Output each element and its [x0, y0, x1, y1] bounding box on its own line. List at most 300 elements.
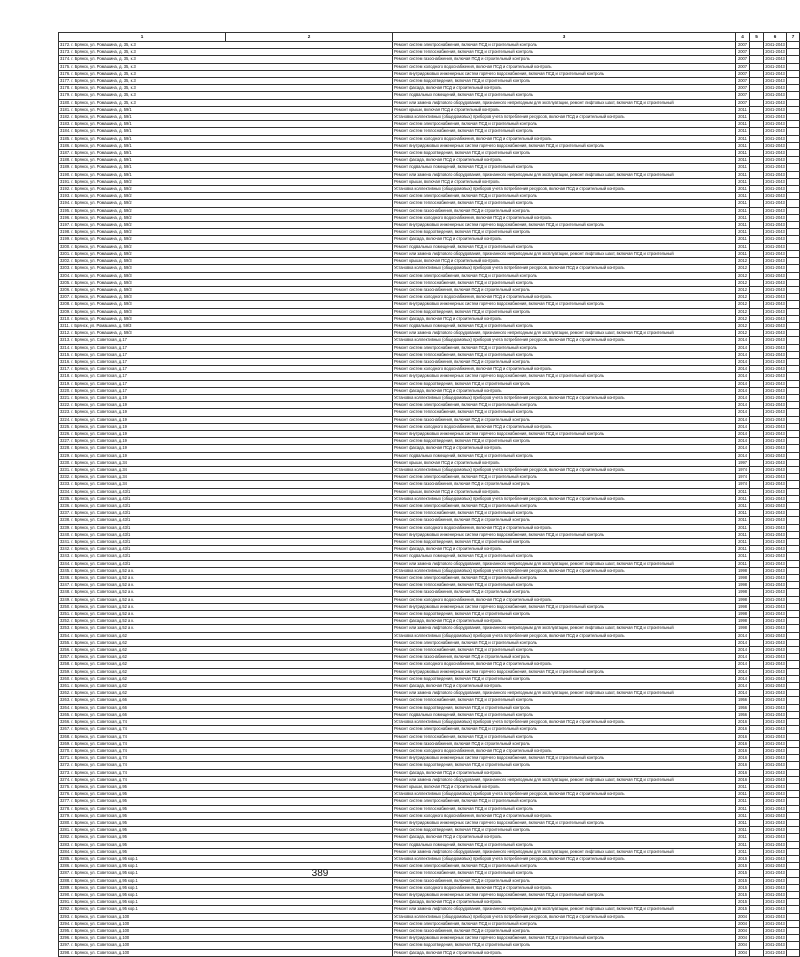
period-cell: 2041-2043: [765, 553, 785, 559]
period-cell: 2041-2043: [765, 56, 785, 62]
empty-cell: [750, 63, 764, 70]
work-type-cell: Ремонт систем газоснабжения, включая ПСД и строительный контроль: [393, 589, 736, 596]
work-type-cell: Ремонт внутридомовых инженерных систем горячего водоснабжения, включая ПСД и строительный контроль: [393, 70, 736, 77]
work-type-cell: Ремонт систем водоотведения, включая ПСД и строительный контроль: [393, 827, 736, 834]
address-cell: 3216. г. Брянск, ул. Советская, д.17: [59, 358, 393, 365]
period-cell: 2041-2043: [765, 906, 785, 912]
empty-cell: [787, 791, 800, 798]
work-type-cell: Ремонт систем газоснабжения, включая ПСД и строительный контроль: [393, 740, 736, 747]
address-cell: 3183. г. Брянск, ул. Ромашина, д. 59/1: [59, 121, 393, 128]
work-type-cell: Ремонт систем водоотведения, включая ПСД и строительный контроль: [393, 675, 736, 682]
year-cell: 2014: [736, 344, 750, 351]
empty-cell: [787, 798, 800, 805]
empty-cell: [787, 589, 800, 596]
empty-cell: [787, 243, 800, 250]
table-row: [59, 639, 800, 646]
empty-cell: [750, 697, 764, 704]
year-cell: 2014: [736, 394, 750, 401]
address-cell: 3251. г. Брянск, ул. Советская, д.52 а к.: [59, 611, 393, 618]
empty-cell: [787, 618, 800, 625]
work-type-cell: Ремонт систем электроснабжения, включая ПСД и строительный контроль: [393, 863, 736, 870]
empty-cell: [750, 250, 764, 257]
work-type-cell: Ремонт систем водоотведения, включая ПСД и строительный контроль: [393, 438, 736, 445]
address-cell: 3267. г. Брянск, ул. Советская, д.74: [59, 726, 393, 733]
work-type-cell: Ремонт подвальных помещений, включая ПСД и строительный контроль: [393, 92, 736, 99]
table-row: [59, 582, 800, 589]
address-cell: 3254. г. Брянск, ул. Советская, д.62: [59, 632, 393, 639]
year-cell: 2014: [736, 668, 750, 675]
year-cell: 1998: [736, 596, 750, 603]
empty-cell: [750, 531, 764, 538]
address-cell: 3190. г. Брянск, ул. Ромашина, д. 59/1: [59, 171, 393, 178]
year-cell: 2011: [736, 229, 750, 236]
address-cell: 3182. г. Брянск, ул. Ромашина, д. 59/1: [59, 114, 393, 121]
year-cell: 2015: [736, 863, 750, 870]
empty-cell: [787, 150, 800, 157]
work-type-cell: Ремонт систем газоснабжения, включая ПСД и строительный контроль: [393, 56, 736, 63]
period-cell: 2041-2043: [765, 841, 785, 847]
year-cell: 2014: [736, 409, 750, 416]
year-cell: 2011: [736, 142, 750, 149]
work-type-cell: Ремонт систем холодного водоснабжения, включая ПСД и строительный контроль: [393, 294, 736, 301]
period-cell: 2041-2043: [765, 827, 785, 833]
work-type-cell: Ремонт систем водоотведения, включая ПСД и строительный контроль: [393, 229, 736, 236]
table-row: [59, 394, 800, 401]
empty-cell: [750, 315, 764, 322]
address-cell: 3298. г. Брянск, ул. Советская, д.100: [59, 949, 393, 956]
period-cell: 2041-2043: [765, 358, 785, 364]
table-row: [59, 603, 800, 610]
table-row: [59, 135, 800, 142]
table-row: [59, 546, 800, 553]
work-type-cell: Ремонт систем газоснабжения, включая ПСД и строительный контроль: [393, 358, 736, 365]
empty-cell: [787, 690, 800, 697]
empty-cell: [750, 769, 764, 776]
year-cell: 2004: [736, 935, 750, 942]
empty-cell: [787, 762, 800, 769]
empty-cell: [787, 539, 800, 546]
column-header: 5: [750, 33, 764, 42]
period-cell: 2041-2043: [765, 603, 785, 609]
address-cell: 3242. г. Брянск, ул. Советская, д.43/1: [59, 546, 393, 553]
empty-cell: [787, 920, 800, 927]
empty-cell: [787, 639, 800, 646]
year-cell: 2007: [736, 78, 750, 85]
table-row: [59, 524, 800, 531]
address-cell: 3238. г. Брянск, ул. Советская, д.43/1: [59, 517, 393, 524]
empty-cell: [750, 899, 764, 906]
address-cell: 3285. г. Брянск, ул. Советская, д.95 кор.1: [59, 855, 393, 862]
address-cell: 3271. г. Брянск, ул. Советская, д.74: [59, 755, 393, 762]
empty-cell: [787, 106, 800, 113]
table-row: [59, 488, 800, 495]
year-cell: 2011: [736, 236, 750, 243]
empty-cell: [750, 632, 764, 639]
table-row: [59, 819, 800, 826]
year-cell: 1998: [736, 618, 750, 625]
address-cell: 3187. г. Брянск, ул. Ромашина, д. 59/1: [59, 150, 393, 157]
empty-cell: [750, 330, 764, 337]
empty-cell: [750, 553, 764, 560]
period-cell: 2041-2043: [765, 517, 785, 523]
empty-cell: [787, 142, 800, 149]
work-type-cell: Ремонт внутридомовых инженерных систем горячего водоснабжения, включая ПСД и строительный контроль: [393, 301, 736, 308]
address-cell: 3197. г. Брянск, ул. Ромашина, д. 59/2: [59, 222, 393, 229]
year-cell: 2007: [736, 70, 750, 77]
period-cell: 2041-2043: [765, 265, 785, 271]
empty-cell: [787, 258, 800, 265]
work-type-cell: Ремонт подвальных помещений, включая ПСД и строительный контроль: [393, 452, 736, 459]
column-header: 3: [393, 33, 736, 42]
empty-cell: [750, 243, 764, 250]
table-row: [59, 193, 800, 200]
empty-cell: [750, 711, 764, 718]
empty-cell: [750, 913, 764, 920]
table-row: [59, 272, 800, 279]
table-row: [59, 294, 800, 301]
year-cell: 2016: [736, 747, 750, 754]
year-cell: 2011: [736, 798, 750, 805]
work-type-cell: Ремонт систем теплоснабжения, включая ПСД и строительный контроль: [393, 805, 736, 812]
year-cell: 2011: [736, 819, 750, 826]
year-cell: 1998: [736, 567, 750, 574]
table-row: [59, 186, 800, 193]
year-cell: 1997: [736, 459, 750, 466]
year-cell: 1956: [736, 711, 750, 718]
empty-cell: [750, 798, 764, 805]
address-cell: 3232. г. Брянск, ул. Советская, д.34: [59, 474, 393, 481]
period-cell: 2041-2043: [765, 394, 785, 400]
empty-cell: [750, 654, 764, 661]
work-type-cell: Ремонт систем электроснабжения, включая ПСД и строительный контроль: [393, 121, 736, 128]
year-cell: 2016: [736, 762, 750, 769]
work-type-cell: Ремонт подвальных помещений, включая ПСД и строительный контроль: [393, 711, 736, 718]
address-cell: 3233. г. Брянск, ул. Советская, д.34: [59, 481, 393, 488]
work-type-cell: Ремонт систем теплоснабжения, включая ПСД и строительный контроль: [393, 351, 736, 358]
table-row: [59, 625, 800, 632]
empty-cell: [750, 719, 764, 726]
period-cell: 2041-2043: [765, 546, 785, 552]
period-cell: 2041-2043: [765, 301, 785, 307]
table-row: [59, 171, 800, 178]
table-row: [59, 596, 800, 603]
period-cell: 2041-2043: [765, 582, 785, 588]
address-cell: 3287. г. Брянск, ул. Советская, д.95 кор.1: [59, 870, 393, 877]
period-cell: 2041-2043: [765, 683, 785, 689]
address-cell: 3269. г. Брянск, ул. Советская, д.74: [59, 740, 393, 747]
empty-cell: [750, 647, 764, 654]
table-row: [59, 322, 800, 329]
work-type-cell: Ремонт систем газоснабжения, включая ПСД и строительный контроль: [393, 481, 736, 488]
table-row: [59, 250, 800, 257]
year-cell: 2011: [736, 114, 750, 121]
year-cell: 1998: [736, 589, 750, 596]
work-type-cell: Ремонт систем водоотведения, включая ПСД и строительный контроль: [393, 150, 736, 157]
year-cell: 2011: [736, 783, 750, 790]
period-cell: 2041-2043: [765, 70, 785, 76]
empty-cell: [750, 394, 764, 401]
empty-cell: [787, 394, 800, 401]
table-row: [59, 575, 800, 582]
year-cell: 2011: [736, 560, 750, 567]
period-cell: 2041-2043: [765, 488, 785, 494]
period-cell: 2041-2043: [765, 675, 785, 681]
year-cell: 2007: [736, 92, 750, 99]
work-type-cell: Ремонт систем электроснабжения, включая ПСД и строительный контроль: [393, 474, 736, 481]
table-row: [59, 647, 800, 654]
work-type-cell: Ремонт или замена лифтового оборудования, признанного непригодным для эксплуатации, ремонт лифтовых шахт, включая ПСД и строительный: [393, 776, 736, 783]
column-header: 1: [59, 33, 226, 42]
work-type-cell: Ремонт систем электроснабжения, включая ПСД и строительный контроль: [393, 503, 736, 510]
empty-cell: [750, 834, 764, 841]
address-cell: 3175. г. Брянск, ул. Ромашина, д. 35, к.3: [59, 63, 393, 70]
period-cell: 2041-2043: [765, 819, 785, 825]
address-cell: 3222. г. Брянск, ул. Советская, д.19: [59, 402, 393, 409]
empty-cell: [787, 373, 800, 380]
year-cell: 2014: [736, 675, 750, 682]
table-row: [59, 798, 800, 805]
period-cell: 2041-2043: [765, 63, 785, 69]
empty-cell: [750, 603, 764, 610]
address-cell: 3210. г. Брянск, ул. Ромашина, д. 59/3: [59, 315, 393, 322]
empty-cell: [787, 841, 800, 848]
work-type-cell: Ремонт подвальных помещений, включая ПСД и строительный контроль: [393, 243, 736, 250]
work-type-cell: Ремонт крыши, включая ПСД и строительный контроль: [393, 783, 736, 790]
column-header: 6: [764, 33, 787, 42]
empty-cell: [750, 747, 764, 754]
empty-cell: [750, 661, 764, 668]
empty-cell: [750, 402, 764, 409]
work-type-cell: Ремонт систем холодного водоснабжения, включая ПСД и строительный контроль: [393, 884, 736, 891]
table-row: [59, 150, 800, 157]
empty-cell: [787, 870, 800, 877]
empty-cell: [750, 942, 764, 949]
empty-cell: [750, 337, 764, 344]
year-cell: 2015: [736, 906, 750, 913]
period-cell: 2041-2043: [765, 661, 785, 667]
year-cell: 2011: [736, 200, 750, 207]
work-type-cell: Ремонт систем газоснабжения, включая ПСД и строительный контроль: [393, 877, 736, 884]
table-row: [59, 85, 800, 92]
table-row: [59, 474, 800, 481]
table-row: [59, 128, 800, 135]
empty-cell: [750, 265, 764, 272]
address-cell: 3181. г. Брянск, ул. Ромашина, д. 59/1: [59, 106, 393, 113]
empty-cell: [750, 575, 764, 582]
address-cell: 3235. г. Брянск, ул. Советская, д.43/1: [59, 495, 393, 502]
table-row: [59, 481, 800, 488]
year-cell: 2014: [736, 452, 750, 459]
empty-cell: [750, 258, 764, 265]
empty-cell: [787, 351, 800, 358]
empty-cell: [787, 164, 800, 171]
year-cell: 2011: [736, 121, 750, 128]
work-type-cell: Установка коллективных (общедомовых) приборов учета потребления ресурсов, включая ПСД и строительный контроль: [393, 632, 736, 639]
year-cell: 2012: [736, 279, 750, 286]
empty-cell: [787, 56, 800, 63]
period-cell: 2041-2043: [765, 503, 785, 508]
address-cell: 3212. г. Брянск, ул. Ромашина, д. 59/3: [59, 330, 393, 337]
empty-cell: [750, 366, 764, 373]
empty-cell: [750, 150, 764, 157]
year-cell: 2004: [736, 913, 750, 920]
period-cell: 2041-2043: [765, 510, 785, 516]
year-cell: 2014: [736, 351, 750, 358]
table-row: [59, 726, 800, 733]
empty-cell: [750, 560, 764, 567]
empty-cell: [787, 70, 800, 77]
empty-cell: [750, 524, 764, 531]
year-cell: 2011: [736, 827, 750, 834]
address-cell: 3176. г. Брянск, ул. Ромашина, д. 35, к.3: [59, 70, 393, 77]
work-type-cell: Ремонт внутридомовых инженерных систем горячего водоснабжения, включая ПСД и строительный контроль: [393, 142, 736, 149]
empty-cell: [750, 92, 764, 99]
work-type-cell: Ремонт систем холодного водоснабжения, включая ПСД и строительный контроль: [393, 812, 736, 819]
address-cell: 3280. г. Брянск, ул. Советская, д.95: [59, 819, 393, 826]
address-cell: 3188. г. Брянск, ул. Ромашина, д. 59/1: [59, 157, 393, 164]
empty-cell: [787, 121, 800, 128]
work-type-cell: Ремонт систем холодного водоснабжения, включая ПСД и строительный контроль: [393, 661, 736, 668]
empty-cell: [787, 315, 800, 322]
address-cell: 3206. г. Брянск, ул. Ромашина, д. 59/3: [59, 286, 393, 293]
empty-cell: [787, 891, 800, 898]
work-type-cell: Ремонт подвальных помещений, включая ПСД и строительный контроль: [393, 322, 736, 329]
year-cell: 2012: [736, 258, 750, 265]
period-cell: 2041-2043: [765, 697, 785, 703]
empty-cell: [787, 481, 800, 488]
empty-cell: [750, 322, 764, 329]
year-cell: 2016: [736, 719, 750, 726]
year-cell: 2004: [736, 949, 750, 956]
empty-cell: [750, 135, 764, 142]
work-type-cell: Ремонт систем газоснабжения, включая ПСД и строительный контроль: [393, 416, 736, 423]
address-cell: 3245. г. Брянск, ул. Советская, д.52 а к.: [59, 567, 393, 574]
empty-cell: [750, 294, 764, 301]
address-cell: 3294. г. Брянск, ул. Советская, д.100: [59, 920, 393, 927]
period-cell: 2041-2043: [765, 200, 785, 206]
year-cell: 2011: [736, 805, 750, 812]
address-cell: 3237. г. Брянск, ул. Советская, д.43/1: [59, 510, 393, 517]
empty-cell: [750, 510, 764, 517]
work-type-cell: Ремонт систем холодного водоснабжения, включая ПСД и строительный контроль: [393, 366, 736, 373]
period-cell: 2041-2043: [765, 618, 785, 624]
table-row: [59, 178, 800, 185]
empty-cell: [750, 690, 764, 697]
year-cell: 2011: [736, 812, 750, 819]
work-type-cell: Установка коллективных (общедомовых) приборов учета потребления ресурсов, включая ПСД и строительный контроль: [393, 719, 736, 726]
empty-cell: [750, 171, 764, 178]
table-row: [59, 236, 800, 243]
empty-cell: [750, 387, 764, 394]
period-cell: 2041-2043: [765, 762, 785, 768]
period-cell: 2041-2043: [765, 142, 785, 148]
empty-cell: [787, 661, 800, 668]
empty-cell: [750, 164, 764, 171]
table-row: [59, 503, 800, 510]
empty-cell: [787, 949, 800, 956]
empty-cell: [750, 827, 764, 834]
period-cell: 2041-2043: [765, 812, 785, 818]
table-row: [59, 683, 800, 690]
table-row: [59, 351, 800, 358]
address-cell: 3289. г. Брянск, ул. Советская, д.95 кор.1: [59, 884, 393, 891]
year-cell: 2014: [736, 639, 750, 646]
address-cell: 3204. г. Брянск, ул. Ромашина, д. 59/3: [59, 272, 393, 279]
empty-cell: [787, 769, 800, 776]
work-type-cell: Ремонт систем холодного водоснабжения, включая ПСД и строительный контроль: [393, 63, 736, 70]
table-row: [59, 841, 800, 848]
period-cell: 2041-2043: [765, 229, 785, 235]
work-type-cell: Ремонт систем электроснабжения, включая ПСД и строительный контроль: [393, 402, 736, 409]
table-row: [59, 164, 800, 171]
period-cell: 2041-2043: [765, 430, 785, 436]
period-cell: 2041-2043: [765, 250, 785, 256]
empty-cell: [750, 430, 764, 437]
empty-cell: [750, 229, 764, 236]
table-row: [59, 142, 800, 149]
period-cell: 2041-2043: [765, 776, 785, 782]
work-type-cell: Ремонт фасада, включая ПСД и строительный контроль: [393, 683, 736, 690]
table-row: [59, 495, 800, 502]
table-row: [59, 517, 800, 524]
work-type-cell: Ремонт фасада, включая ПСД и строительный контроль: [393, 236, 736, 243]
work-type-cell: Ремонт крыши, включая ПСД и строительный контроль: [393, 178, 736, 185]
empty-cell: [787, 438, 800, 445]
empty-cell: [750, 279, 764, 286]
period-cell: 2041-2043: [765, 42, 785, 47]
period-cell: 2041-2043: [765, 178, 785, 184]
table-row: [59, 812, 800, 819]
empty-cell: [750, 423, 764, 430]
empty-cell: [750, 474, 764, 481]
period-cell: 2041-2043: [765, 128, 785, 134]
year-cell: 2014: [736, 430, 750, 437]
work-type-cell: Ремонт крыши, включая ПСД и строительный контроль: [393, 258, 736, 265]
work-type-cell: Ремонт внутридомовых инженерных систем горячего водоснабжения, включая ПСД и строительный контроль: [393, 819, 736, 826]
year-cell: 2014: [736, 373, 750, 380]
work-type-cell: Ремонт внутридомовых инженерных систем горячего водоснабжения, включая ПСД и строительный контроль: [393, 668, 736, 675]
year-cell: 2011: [736, 834, 750, 841]
year-cell: 2014: [736, 654, 750, 661]
table-row: [59, 697, 800, 704]
empty-cell: [750, 935, 764, 942]
empty-cell: [787, 855, 800, 862]
work-type-cell: Ремонт подвальных помещений, включая ПСД и строительный контроль: [393, 164, 736, 171]
empty-cell: [750, 920, 764, 927]
empty-cell: [787, 697, 800, 704]
table-row: [59, 942, 800, 949]
empty-cell: [787, 913, 800, 920]
table-row: [59, 366, 800, 373]
table-row: [59, 906, 800, 913]
table-row: [59, 114, 800, 121]
work-type-cell: Ремонт систем водоотведения, включая ПСД и строительный контроль: [393, 78, 736, 85]
work-type-cell: Ремонт или замена лифтового оборудования, признанного непригодным для эксплуатации, ремонт лифтовых шахт, включая ПСД и строительный: [393, 171, 736, 178]
table-row: [59, 755, 800, 762]
work-type-cell: Ремонт фасада, включая ПСД и строительный контроль: [393, 546, 736, 553]
work-type-cell: Установка коллективных (общедомовых) приборов учета потребления ресурсов, включая ПСД и строительный контроль: [393, 265, 736, 272]
empty-cell: [787, 632, 800, 639]
empty-cell: [787, 899, 800, 906]
empty-cell: [787, 906, 800, 913]
address-cell: 3263. г. Брянск, ул. Советская, д.66: [59, 697, 393, 704]
column-header: 2: [226, 33, 393, 42]
empty-cell: [750, 762, 764, 769]
table-row: [59, 330, 800, 337]
address-cell: 3194. г. Брянск, ул. Ромашина, д. 59/2: [59, 200, 393, 207]
address-cell: 3292. г. Брянск, ул. Советская, д.95 кор.1: [59, 906, 393, 913]
period-cell: 2041-2043: [765, 949, 785, 955]
